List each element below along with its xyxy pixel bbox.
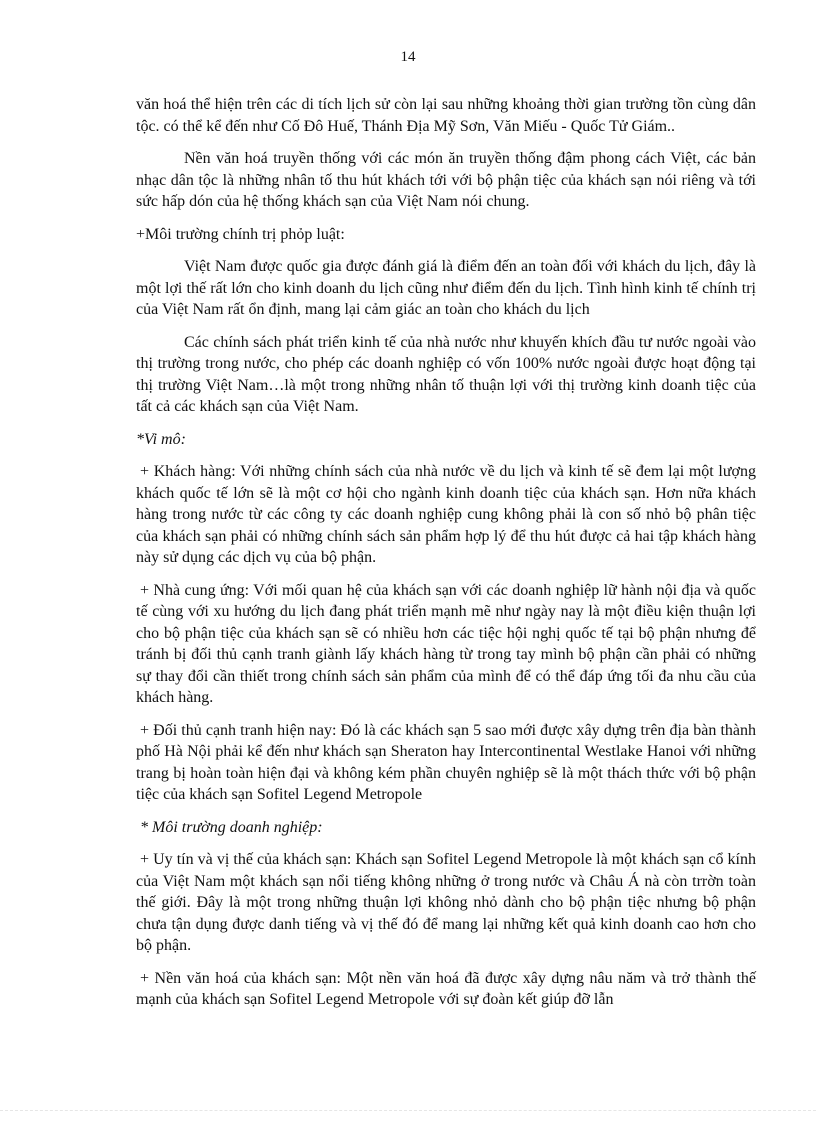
paragraph-traditional-culture: Nền văn hoá truyền thống với các món ăn truyền thống đậm phong cách Việt, các bản nhạc dân tộc là những nhân tố thu hút khách tới với bộ phận tiệc của khách sạn nói riêng và tới sức hấp dón của hệ thống khách sạn của Việt Nam nói chung. bbox=[136, 150, 756, 210]
paragraph-competitors: + Đối thủ cạnh tranh hiện nay: Đó là các khách sạn 5 sao mới được xây dựng trên địa bàn thành phố Hà Nội phải kể đến như khách sạn Sheraton hay Intercontinental Westlake Hanoi với những trang bị hoàn toàn hiện đại và không kém phần chuyên nghiệp sẽ là một thách thức với bộ phận tiệc của khách sạn Sofitel Legend Metropole bbox=[136, 721, 756, 803]
paragraph-customers: + Khách hàng: Với những chính sách của nhà nước về du lịch và kinh tế sẽ đem lại một lượng khách quốc tế lớn sẽ là một cơ hội cho ngành kinh doanh tiệc của khách sạn. Hơn nữa khách hàng trong nước từ các công ty các doanh nghiệp cung không phải là con số nhỏ bộ phân tiệc của khách sạn phải có những chính sách sản phẩm hợp lý để thu hút được cả hai tập khách hàng này sử dụng các dịch vụ của bộ phận. bbox=[136, 463, 756, 566]
heading-micro: *Vi mô: bbox=[136, 430, 186, 448]
paragraph-suppliers: + Nhà cung ứng: Với mối quan hệ của khách sạn với các doanh nghiệp lữ hành nội địa và quốc tế cùng với xu hướng du lịch đang phát triển mạnh mẽ như ngày nay là một điều kiện thuận lợi cho bộ phận tiệc của khách sạn sẽ có nhiều hơn các tiệc hội nghị quốc tế tại bộ phận nhưng để tránh bị đối thủ cạnh tranh giành lấy khách hàng từ trong tay mình bộ phận cần phải có những sự thay đổi cần thiết trong chính sách sản phẩm của mình để có thể đáp ứng tối đa nhu cầu của khách hàng. bbox=[136, 581, 756, 706]
paragraph-safe-destination: Việt Nam được quốc gia được đánh giá là điểm đến an toàn đối với khách du lịch, đây là một lợi thế rất lớn cho kinh doanh du lịch cũng như điểm đến du lịch. Tình hình kinh tế chính trị của Việt Nam rất ổn định, mang lại cảm giác an toàn cho khách du lịch bbox=[136, 258, 756, 318]
heading-business-environment: * Môi trường doanh nghiệp: bbox=[140, 818, 323, 836]
page-bottom-divider bbox=[0, 1110, 816, 1111]
paragraph-economic-policy: Các chính sách phát triển kinh tế của nhà nước như khuyến khích đầu tư nước ngoài vào thị trường trong nước, cho phép các doanh nghiệp có vốn 100% nước ngoài được hoạt động tại thị trường Việt Nam…là một trong những nhân tố thuận lợi với thị trường kinh doanh tiệc của tất cả các khách sạn của Việt Nam. bbox=[136, 333, 756, 415]
paragraph-hotel-culture: + Nền văn hoá của khách sạn: Một nền văn hoá đã được xây dựng nâu năm và trở thành thế mạnh của khách sạn Sofitel Legend Metropole với sự đoàn kết giúp đỡ lẫn bbox=[136, 969, 756, 1008]
document-body bbox=[136, 94, 756, 1022]
page-number: 14 bbox=[400, 49, 416, 65]
paragraph-reputation: + Uy tín và vị thế của khách sạn: Khách sạn Sofitel Legend Metropole là một khách sạn cổ kính của Việt Nam một khách sạn nổi tiếng không những ở trong nước và Châu Á nà còn trrờn toàn thế giới. Đây là một trong những thuận lợi không nhỏ dành cho bộ phận tiệc nhưng bộ phận chưa tận dụng được danh tiếng và vị thế đó để mang lại những kết quả kinh doanh cao hơn cho bộ phận. bbox=[136, 851, 756, 954]
heading-political-legal: +Môi trường chính trị phỏp luật: bbox=[136, 225, 345, 243]
paragraph-culture-heritage: văn hoá thể hiện trên các di tích lịch sử còn lại sau những khoảng thời gian trường tồn cùng dân tộc. có thể kể đến như Cố Đô Huế, Thánh Địa Mỹ Sơn, Văn Miếu - Quốc Tử Giám.. bbox=[136, 96, 756, 135]
